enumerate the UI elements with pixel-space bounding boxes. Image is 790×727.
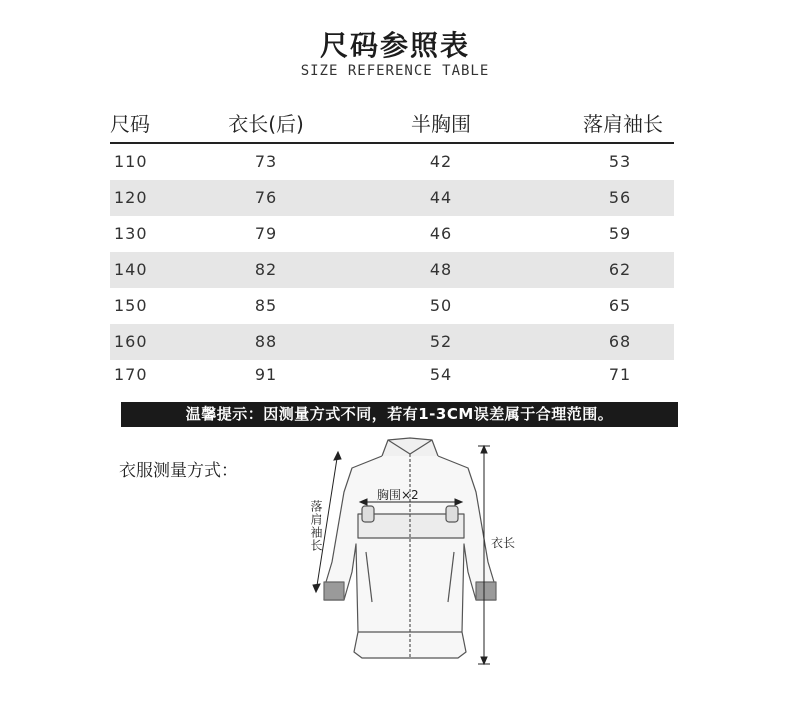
cell-sleeve: 62	[608, 260, 632, 279]
cell-size: 120	[114, 188, 148, 207]
cell-chest: 44	[429, 188, 453, 207]
header-chest: 半胸围	[411, 112, 471, 136]
cell-chest: 42	[429, 152, 453, 171]
length-annotation: 衣长	[491, 536, 516, 550]
notice-banner: 温馨提示：因测量方式不同，若有1-3CM误差属于合理范围。	[121, 402, 678, 427]
page-title: 尺码参照表	[319, 29, 470, 62]
table-row: 150 85 50 65	[110, 288, 674, 324]
cell-size: 140	[114, 260, 148, 279]
cell-sleeve: 59	[608, 224, 632, 243]
table-row: 160 88 52 68	[110, 324, 674, 360]
page-subtitle: SIZE REFERENCE TABLE	[300, 63, 490, 79]
header-sleeve: 落肩袖长	[583, 112, 663, 136]
cell-chest: 52	[429, 332, 453, 351]
cell-size: 150	[114, 296, 148, 315]
cell-sleeve: 65	[608, 296, 632, 315]
method-label: 衣服测量方式：	[119, 461, 238, 481]
table-row: 170 91 54 71	[110, 360, 674, 390]
header-size: 尺码	[110, 112, 150, 136]
cell-chest: 50	[429, 296, 453, 315]
table-header: 尺码 衣长(后) 半胸围 落肩袖长	[110, 106, 674, 144]
chest-annotation: 胸围×2	[377, 488, 419, 502]
jacket-diagram	[296, 432, 526, 672]
table-row: 120 76 44 56	[110, 180, 674, 216]
size-table	[110, 106, 674, 390]
cell-size: 130	[114, 224, 148, 243]
cell-chest: 48	[429, 260, 453, 279]
table-row: 110 73 42 53	[110, 144, 674, 180]
table-row: 130 79 46 59	[110, 216, 674, 252]
table-row: 140 82 48 62	[110, 252, 674, 288]
cell-size: 170	[114, 365, 148, 384]
cell-chest: 54	[429, 365, 453, 384]
cell-sleeve: 53	[608, 152, 632, 171]
cell-sleeve: 71	[608, 365, 632, 384]
cell-sleeve: 68	[608, 332, 632, 351]
cell-chest: 46	[429, 224, 453, 243]
cell-size: 110	[114, 152, 148, 171]
cell-size: 160	[114, 332, 148, 351]
cell-sleeve: 56	[608, 188, 632, 207]
sleeve-annotation: 落肩袖长	[309, 500, 323, 552]
